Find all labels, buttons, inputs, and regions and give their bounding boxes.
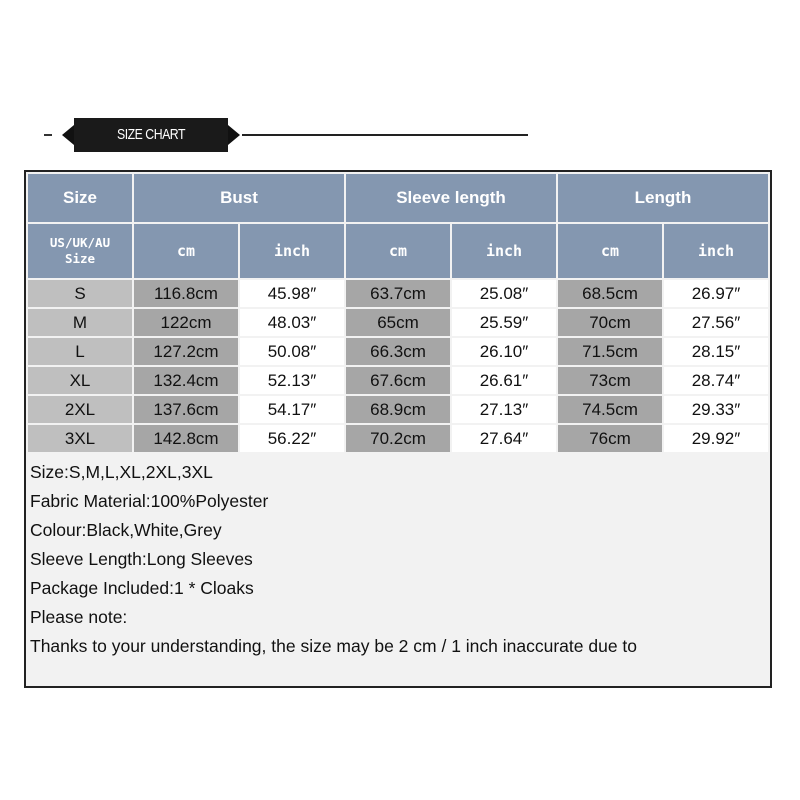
header-sleeve-length: Sleeve length — [346, 174, 556, 222]
note-colour: Colour:Black,White,Grey — [30, 520, 222, 540]
table-row — [28, 367, 768, 394]
cell-sleeve-inch: 26.10″ — [452, 338, 556, 365]
cell-bust-inch: 52.13″ — [240, 367, 344, 394]
ribbon-tail-left — [62, 125, 74, 145]
banner-dash — [44, 134, 52, 136]
cell-length-cm: 68.5cm — [558, 280, 662, 307]
table-row — [28, 396, 768, 423]
subheader-sleeve-cm: cm — [346, 224, 450, 278]
size-chart-frame — [24, 170, 772, 688]
cell-bust-cm: 122cm — [134, 309, 238, 336]
note-sizes: Size:S,M,L,XL,2XL,3XL — [30, 462, 213, 482]
table-row — [28, 425, 768, 452]
header-bust: Bust — [134, 174, 344, 222]
cell-length-inch: 28.15″ — [664, 338, 768, 365]
cell-length-inch: 27.56″ — [664, 309, 768, 336]
cell-sleeve-cm: 68.9cm — [346, 396, 450, 423]
subheader-length-cm: cm — [558, 224, 662, 278]
banner-title: SIZE CHART — [117, 126, 185, 143]
cell-length-cm: 70cm — [558, 309, 662, 336]
cell-sleeve-cm: 66.3cm — [346, 338, 450, 365]
cell-length-inch: 29.33″ — [664, 396, 768, 423]
note-disclaimer: Thanks to your understanding, the size may be 2 cm / 1 inch inaccurate due to — [30, 636, 638, 656]
table-row — [28, 309, 768, 336]
subheader-bust-inch: inch — [240, 224, 344, 278]
note-please-note: Please note: — [30, 607, 128, 627]
cell-sleeve-inch: 27.13″ — [452, 396, 556, 423]
cell-size: S — [28, 280, 132, 307]
cell-bust-inch: 56.22″ — [240, 425, 344, 452]
cell-size: XL — [28, 367, 132, 394]
cell-length-inch: 26.97″ — [664, 280, 768, 307]
table-row — [28, 280, 768, 307]
subheader-sleeve-inch: inch — [452, 224, 556, 278]
ribbon-tail-right — [228, 125, 240, 145]
cell-sleeve-cm: 70.2cm — [346, 425, 450, 452]
cell-length-cm: 76cm — [558, 425, 662, 452]
header-length: Length — [558, 174, 768, 222]
note-sleeve-length: Sleeve Length:Long Sleeves — [30, 549, 253, 569]
cell-bust-inch: 48.03″ — [240, 309, 344, 336]
cell-length-cm: 71.5cm — [558, 338, 662, 365]
subheader-region: US/UK/AU — [49, 235, 111, 250]
cell-sleeve-inch: 25.59″ — [452, 309, 556, 336]
cell-sleeve-inch: 27.64″ — [452, 425, 556, 452]
cell-size: M — [28, 309, 132, 336]
cell-bust-cm: 116.8cm — [134, 280, 238, 307]
cell-length-inch: 28.74″ — [664, 367, 768, 394]
cell-sleeve-cm: 67.6cm — [346, 367, 450, 394]
product-notes — [30, 458, 766, 661]
cell-bust-inch: 45.98″ — [240, 280, 344, 307]
cell-bust-cm: 127.2cm — [134, 338, 238, 365]
cell-sleeve-inch: 25.08″ — [452, 280, 556, 307]
subheader-size: Size — [64, 251, 96, 266]
size-chart-banner — [40, 112, 560, 156]
cell-length-cm: 74.5cm — [558, 396, 662, 423]
cell-sleeve-cm: 63.7cm — [346, 280, 450, 307]
cell-size: 2XL — [28, 396, 132, 423]
subheader-bust-cm: cm — [134, 224, 238, 278]
cell-sleeve-cm: 65cm — [346, 309, 450, 336]
cell-bust-cm: 137.6cm — [134, 396, 238, 423]
subheader-region-size — [28, 224, 132, 278]
cell-size: L — [28, 338, 132, 365]
cell-bust-inch: 50.08″ — [240, 338, 344, 365]
cell-sleeve-inch: 26.61″ — [452, 367, 556, 394]
cell-length-inch: 29.92″ — [664, 425, 768, 452]
cell-bust-cm: 142.8cm — [134, 425, 238, 452]
size-table — [26, 172, 770, 454]
cell-length-cm: 73cm — [558, 367, 662, 394]
table-row — [28, 338, 768, 365]
cell-bust-inch: 54.17″ — [240, 396, 344, 423]
subheader-length-inch: inch — [664, 224, 768, 278]
note-fabric: Fabric Material:100%Polyester — [30, 491, 269, 511]
cell-size: 3XL — [28, 425, 132, 452]
cell-bust-cm: 132.4cm — [134, 367, 238, 394]
header-size: Size — [28, 174, 132, 222]
banner-divider-line — [242, 134, 528, 136]
note-package: Package Included:1 * Cloaks — [30, 578, 254, 598]
